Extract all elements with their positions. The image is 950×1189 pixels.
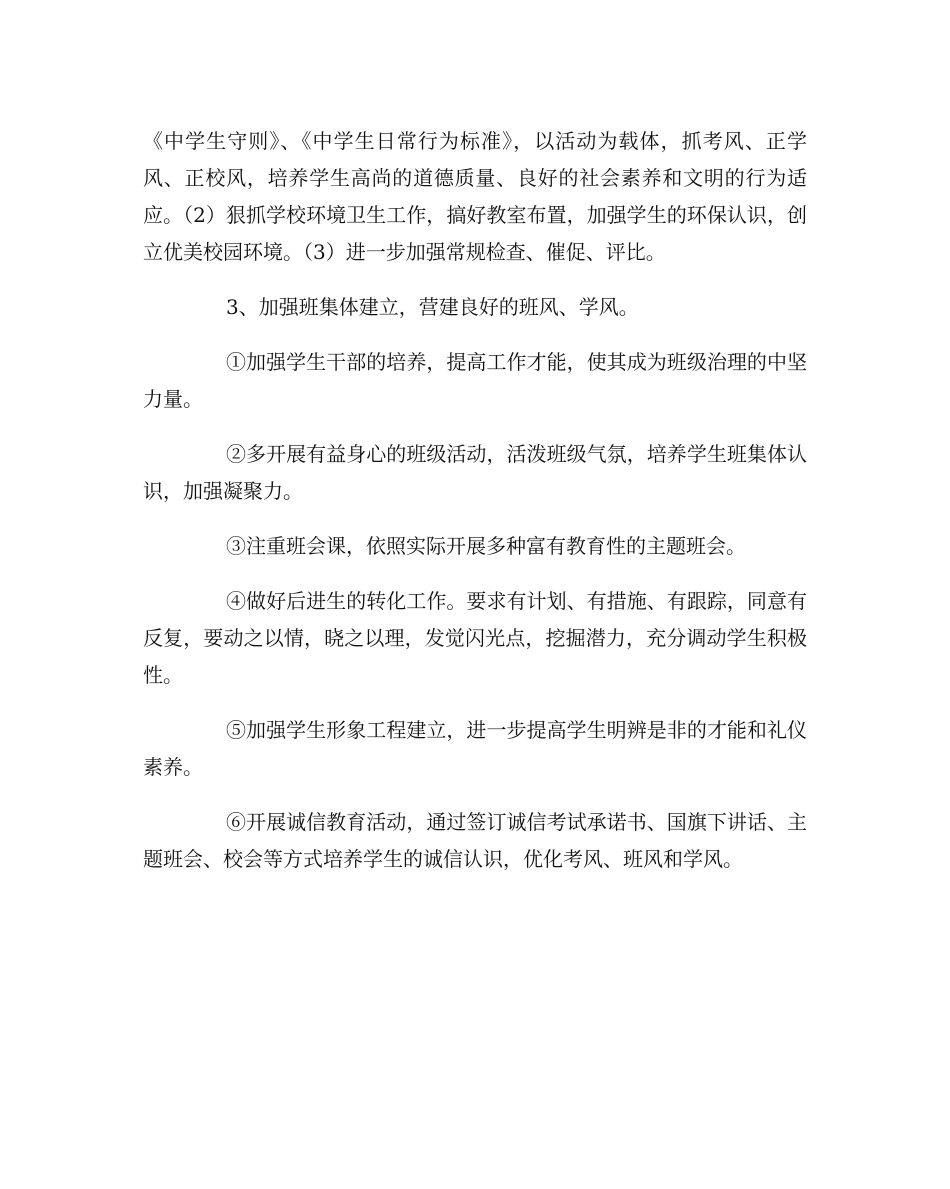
paragraph-item-5: ⑤加强学生形象工程建立，进一步提高学生明辨是非的才能和礼仪素养。 — [143, 718, 807, 779]
paragraph-class-building: 3、加强班集体建立，营建良好的班风、学风。 — [226, 295, 639, 319]
paragraph-item-4: ④做好后进生的转化工作。要求有计划、有措施、有跟踪，同意有反复，要动之以情，晓之以理，发觉闪光点，挖掘潜力，充分调动学生积极性。 — [143, 589, 807, 687]
paragraph-continuation: 《中学生守则》、《中学生日常行为标准》，以活动为载体，抓考风、正学风、正校风，培养学生高尚的道德质量、良好的社会素养和文明的行为适应。（2）狠抓学校环境卫生工作，搞好教室布置，加强学生的环保认识，创立优美校园环境。（3）进一步加强常规检查、催促、评比。 — [143, 129, 807, 264]
paragraph-item-6: ⑥开展诚信教育活动，通过签订诚信考试承诺书、国旗下讲话、主题班会、校会等方式培养学生的诚信认识，优化考风、班风和学风。 — [143, 810, 807, 871]
document-body — [143, 123, 807, 896]
paragraph-item-1: ①加强学生干部的培养，提高工作才能，使其成为班级治理的中坚力量。 — [143, 350, 807, 411]
paragraph-item-2: ②多开展有益身心的班级活动，活泼班级气氛，培养学生班集体认识，加强凝聚力。 — [143, 442, 807, 503]
paragraph-item-3: ③注重班会课，依照实际开展多种富有教育性的主题班会。 — [226, 534, 746, 558]
